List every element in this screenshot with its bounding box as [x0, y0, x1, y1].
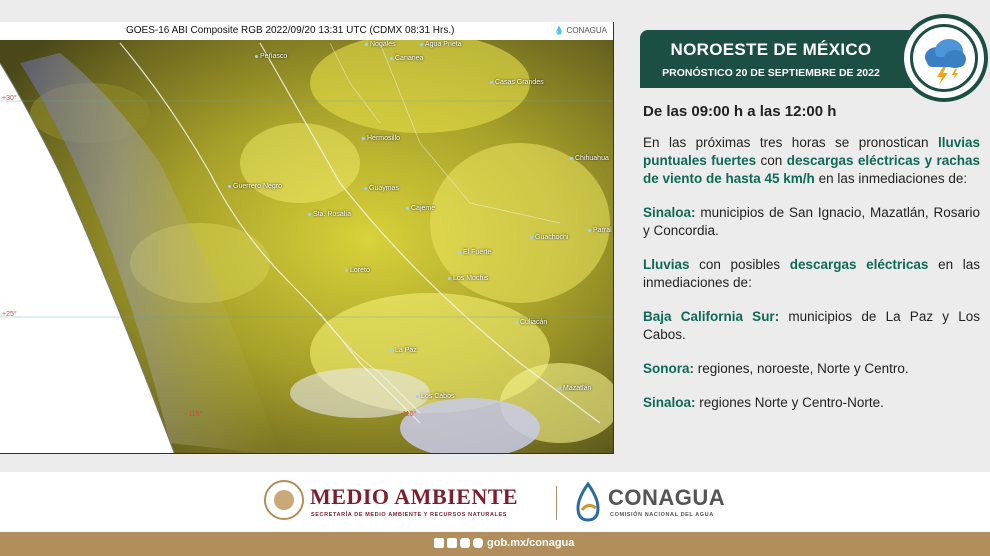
facebook-icon[interactable] [434, 538, 444, 548]
city-label: Mazatlán [558, 385, 591, 392]
city-label: El Fuerte [458, 249, 491, 256]
city-label: Nogales [365, 41, 396, 48]
highlight-text: descargas eléctricas [789, 257, 929, 272]
lon-label: -110° [400, 411, 417, 418]
text: en las inmediaciones de: [814, 171, 968, 186]
city-label: Parral [588, 227, 612, 234]
time-range: De las 09:00 h a las 12:00 h [643, 103, 837, 120]
highlight-text: Lluvias [643, 257, 690, 272]
city-label: Los Mochis [448, 275, 488, 282]
medio-ambiente-subtitle: SECRETARÍA DE MEDIO AMBIENTE Y RECURSOS NATURALES [311, 512, 508, 518]
forecast-paragraph [643, 394, 980, 412]
state-name: Baja California Sur: [643, 309, 780, 324]
conagua-drop-icon [574, 482, 602, 522]
twitter-icon[interactable] [447, 538, 457, 548]
text: regiones, noroeste, Norte y Centro. [694, 361, 909, 376]
city-label: Loreto [345, 267, 370, 274]
youtube-icon[interactable] [473, 538, 483, 548]
forecast-paragraph [643, 360, 980, 378]
state-name: Sonora: [643, 361, 695, 376]
forecast-content [643, 103, 980, 428]
state-name: Sinaloa: [643, 205, 696, 220]
text: En las próximas tres horas se pronostican [643, 135, 938, 150]
city-label: Los Cabos [416, 393, 454, 400]
lat-label: +25° [2, 311, 17, 318]
city-label: La Paz [390, 347, 417, 354]
forecast-paragraph [643, 256, 980, 292]
forecast-paragraph [643, 308, 980, 344]
conagua-mini-text: CONAGUA [566, 26, 607, 35]
drop-icon: 💧 [554, 26, 565, 35]
conagua-mini-logo [554, 24, 607, 38]
instagram-icon[interactable] [460, 538, 470, 548]
highlight-text: descargas eléctricas y rachas de viento de hasta 45 km/h [643, 153, 980, 186]
satellite-title: GOES-16 ABI Composite RGB 2022/09/20 13:31 UTC (CDMX 08:31 Hrs.) [126, 25, 455, 36]
city-label: Peñasco [255, 53, 287, 60]
mexico-seal-icon [264, 480, 304, 520]
city-label: Chihuahua [570, 155, 609, 162]
text: con [756, 153, 787, 168]
footer-logos [0, 472, 990, 532]
forecast-paragraph [643, 204, 980, 240]
city-label: Agua Prieta [420, 41, 462, 48]
city-label: Hermosillo [362, 135, 400, 142]
conagua-logo: CONAGUA [608, 485, 726, 510]
website-link[interactable]: gob.mx/conagua [487, 537, 575, 549]
conagua-subtitle: COMISIÓN NACIONAL DEL AGUA [610, 512, 714, 518]
storm-cloud-icon [910, 24, 978, 92]
city-label: Culiacán [515, 319, 547, 326]
logo-divider [556, 486, 557, 520]
city-label: Casas Grandes [490, 79, 544, 86]
forecast-paragraph [643, 134, 980, 188]
bottom-bar [0, 532, 990, 556]
city-label: Cananea [390, 55, 423, 62]
text: regiones Norte y Centro-Norte. [695, 395, 884, 410]
city-label: Guaymas [364, 185, 399, 192]
text: con posibles [689, 257, 790, 272]
satellite-title-bar [0, 22, 614, 40]
state-name: Sinaloa: [643, 395, 696, 410]
region-title: NOROESTE DE MÉXICO [670, 40, 872, 59]
satellite-image [0, 22, 614, 454]
text: municipios de San Ignacio, Mazatlán, Rosario y Concordia. [643, 205, 980, 238]
city-label: Sta. Rosalía [308, 211, 351, 218]
lon-label: -115° [186, 411, 203, 418]
text: en las inmediaciones de: [643, 257, 980, 290]
city-label: Guerrero Negro [228, 183, 282, 190]
city-label: Cajeme [406, 205, 435, 212]
highlight-text: lluvias puntuales fuertes [643, 135, 980, 168]
weather-badge [904, 18, 984, 98]
region-header [640, 30, 930, 88]
satellite-map [0, 23, 614, 454]
city-label: Guachochi [530, 234, 568, 241]
text: municipios de La Paz y Los Cabos. [643, 309, 980, 342]
forecast-date: PRONÓSTICO 20 DE SEPTIEMBRE DE 2022 [662, 67, 880, 79]
lat-label: +30° [2, 95, 17, 102]
medio-ambiente-logo: MEDIO AMBIENTE [310, 484, 519, 509]
